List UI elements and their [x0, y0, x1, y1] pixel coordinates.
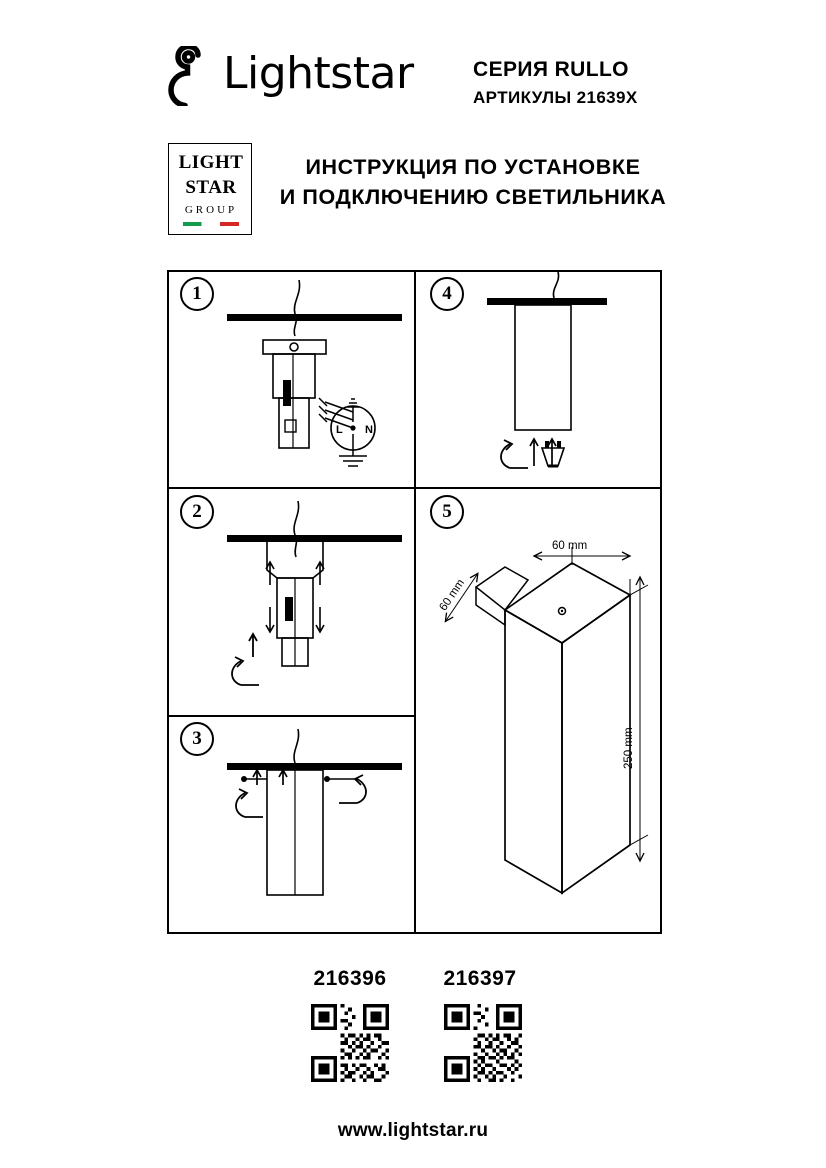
- qr-code-216396: [311, 1004, 389, 1082]
- step-number-3: 3: [180, 722, 214, 756]
- lightstar-group-badge: [168, 143, 252, 235]
- articul-label: АРТИКУЛЫ 21639X: [473, 88, 638, 107]
- step-number-2: 2: [180, 495, 214, 529]
- product-code-1: 216396: [313, 967, 387, 990]
- dimension-depth-label: 60 mm: [437, 577, 468, 614]
- product-code-2: 216397: [443, 967, 517, 990]
- group-badge-colorbar: [183, 222, 239, 226]
- step-number-4: 4: [430, 277, 464, 311]
- page-header: [168, 44, 678, 114]
- series-label: СЕРИЯ RULLO: [473, 58, 629, 81]
- brand-wordmark: Lightstar: [223, 48, 414, 99]
- dimension-height-label: 250 mm: [623, 727, 635, 769]
- step-4-illustration: [412, 270, 662, 485]
- qr-code-216397: [444, 1004, 522, 1082]
- wire-label-l: L: [336, 424, 343, 436]
- group-badge-line3: GROUP: [184, 204, 238, 216]
- dimension-width-label: 60 mm: [552, 540, 588, 552]
- page-title-line2: И ПОДКЛЮЧЕНИЮ СВЕТИЛЬНИКА: [279, 185, 667, 209]
- step-2-illustration: [167, 485, 417, 713]
- step-1-illustration: [167, 270, 417, 485]
- step-5-illustration: [412, 485, 662, 933]
- lightstar-logo-icon: [168, 46, 230, 106]
- step-number-1: 1: [180, 277, 214, 311]
- page-title: [268, 152, 678, 212]
- wire-label-n: N: [365, 424, 373, 436]
- page-title-line1: ИНСТРУКЦИЯ ПО УСТАНОВКЕ: [305, 155, 641, 179]
- step-number-5: 5: [430, 495, 464, 529]
- step-3-illustration: [167, 713, 417, 934]
- group-badge-line2: STAR: [185, 177, 237, 198]
- website-url[interactable]: www.lightstar.ru: [337, 1120, 489, 1141]
- group-badge-line1: LIGHT: [178, 152, 244, 173]
